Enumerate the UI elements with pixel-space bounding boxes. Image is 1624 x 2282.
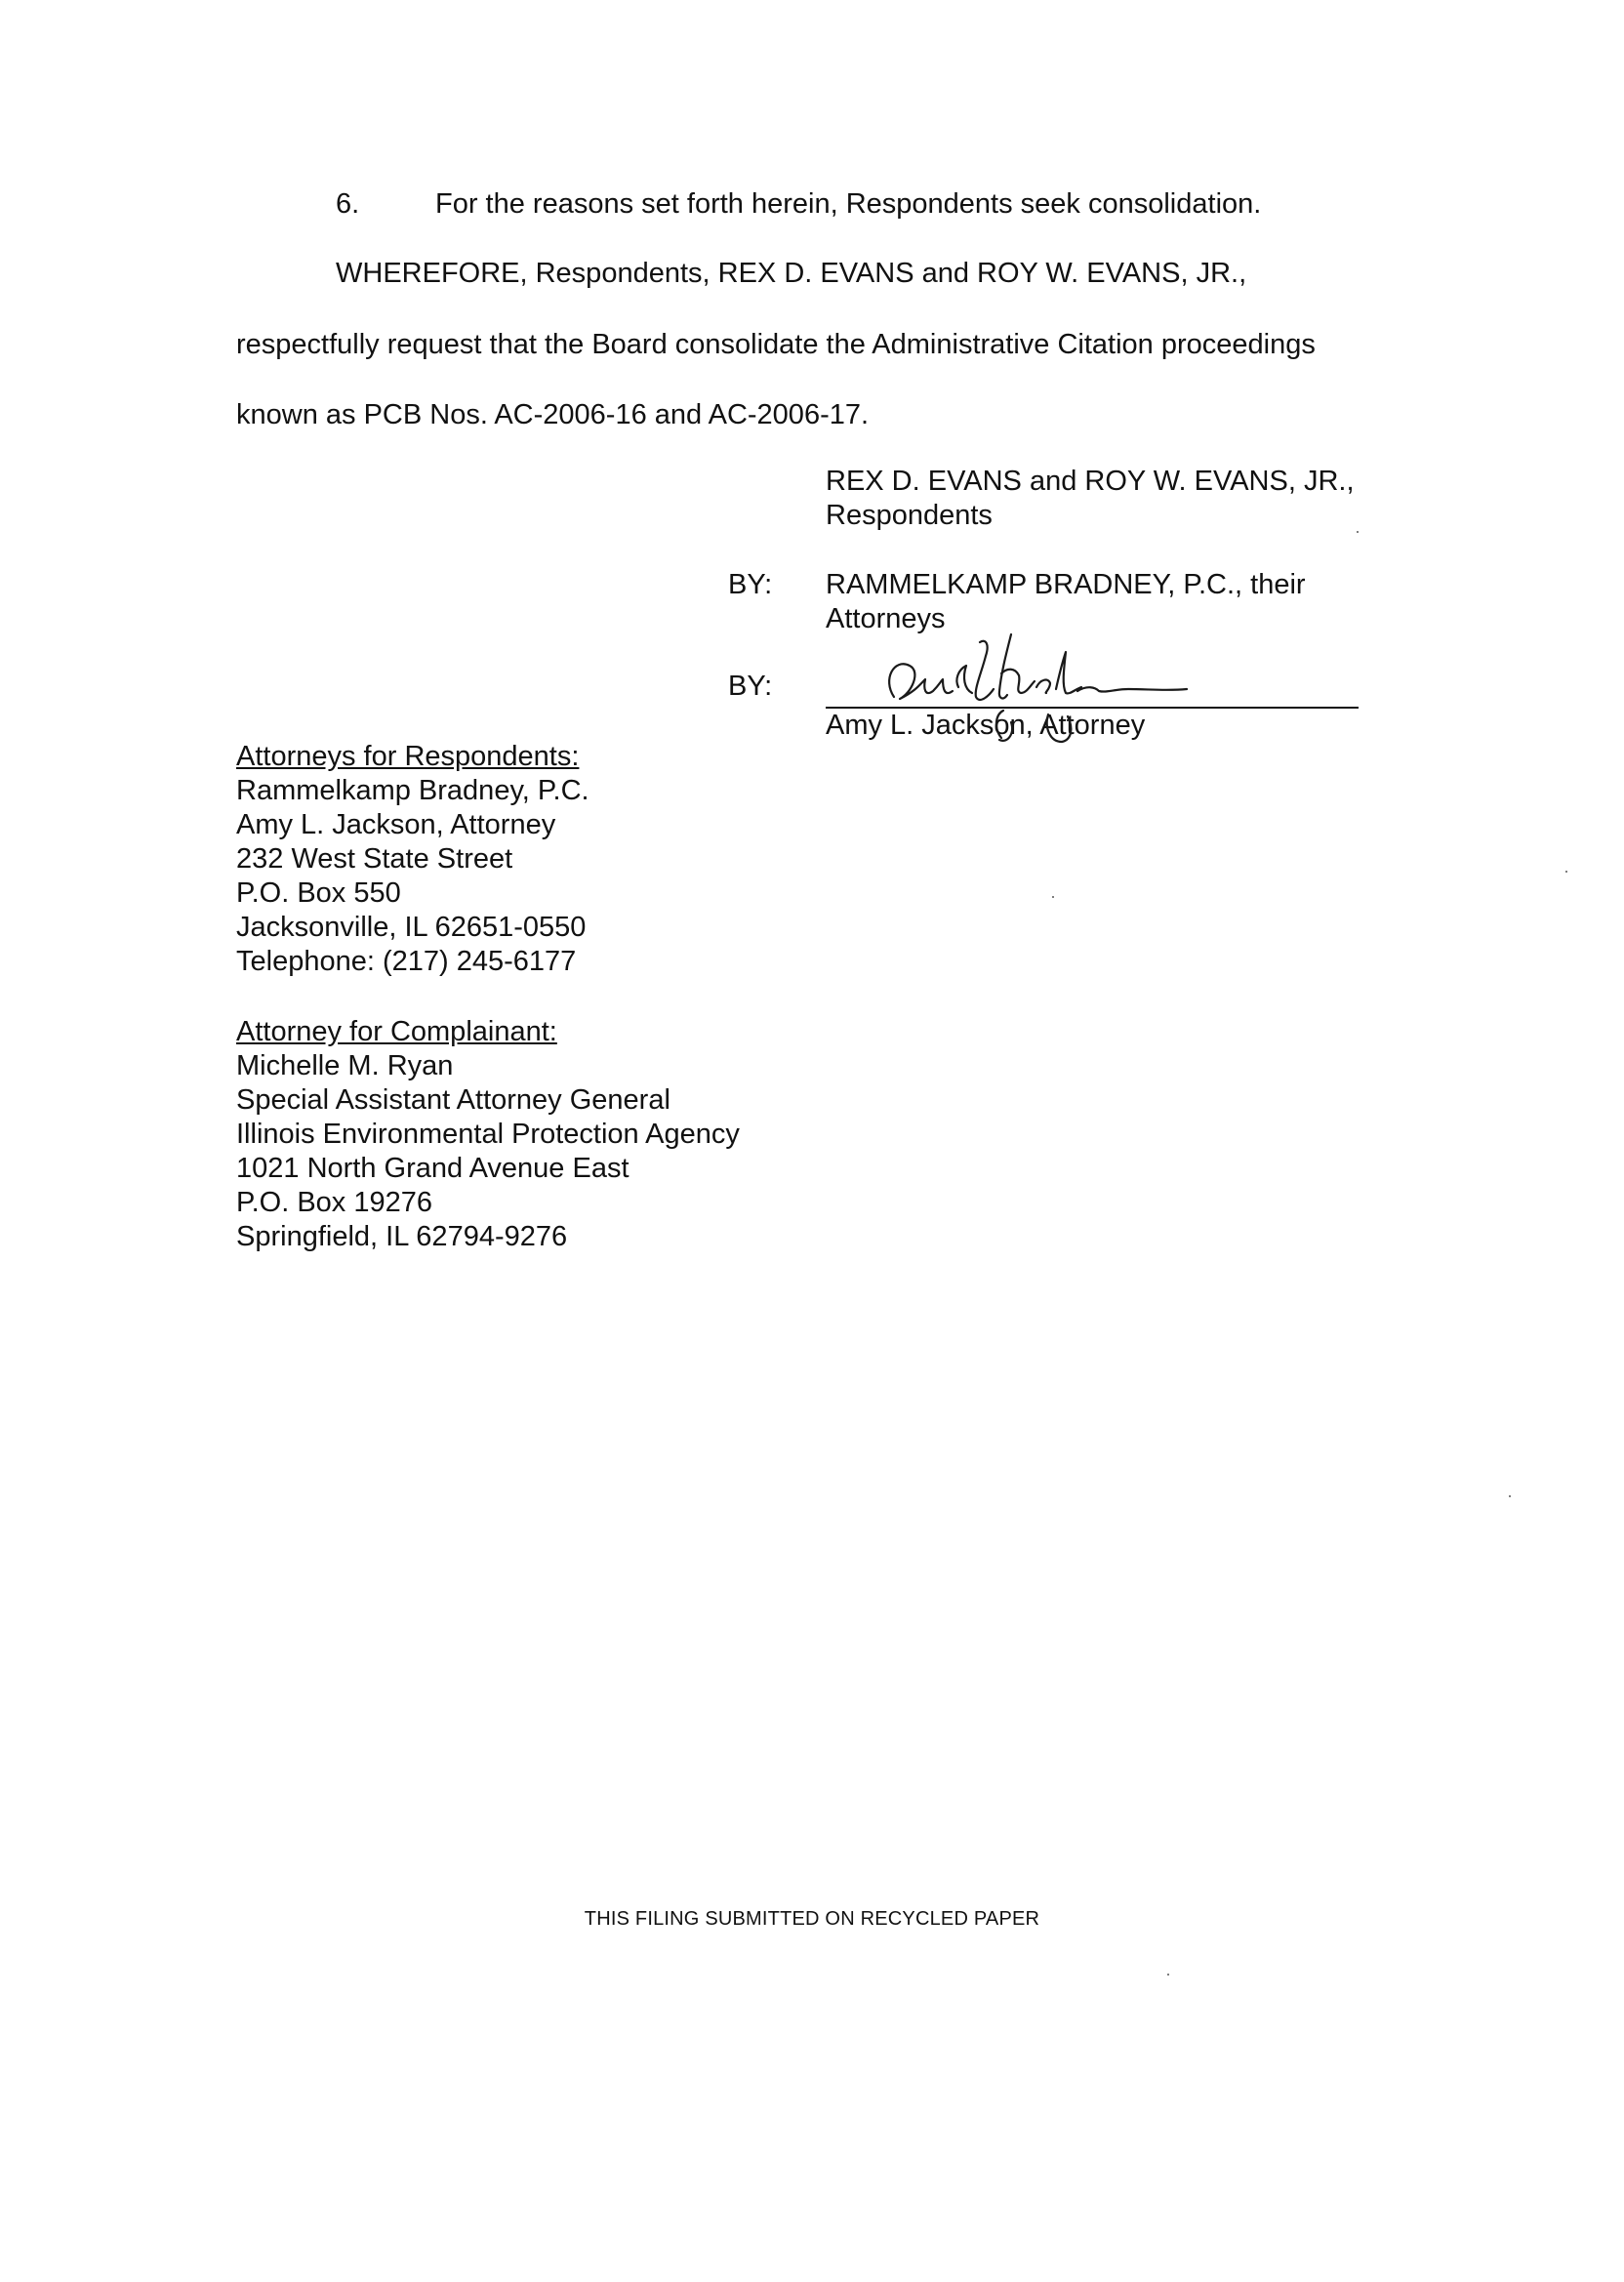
firm-name: RAMMELKAMP BRADNEY, P.C., their	[826, 569, 1306, 600]
party-block	[826, 465, 1355, 533]
complainant-attorney-line: Special Assistant Attorney General	[236, 1084, 670, 1116]
scan-speck	[1167, 1974, 1169, 1976]
respondents-attorney-line: Jacksonville, IL 62651-0550	[236, 912, 587, 943]
respondents-attorney-line: Telephone: (217) 245-6177	[236, 946, 577, 977]
scan-speck	[1052, 896, 1054, 898]
scan-speck	[1509, 1495, 1511, 1497]
attorney-for-complainant	[236, 1015, 740, 1254]
recycled-paper-footer: THIS FILING SUBMITTED ON RECYCLED PAPER	[584, 1908, 1040, 1930]
wherefore-line-3: known as PCB Nos. AC-2006-16 and AC-2006-17.	[236, 399, 870, 430]
party-names: REX D. EVANS and ROY W. EVANS, JR.,	[826, 466, 1355, 497]
complainant-attorney-heading: Attorney for Complainant:	[236, 1016, 557, 1047]
paragraph-number: 6.	[336, 188, 360, 220]
scan-speck	[1357, 531, 1359, 533]
respondents-attorney-line: P.O. Box 550	[236, 877, 401, 909]
firm-role: Attorneys	[826, 603, 946, 634]
attorneys-for-respondents	[236, 740, 589, 979]
respondents-attorney-line: Rammelkamp Bradney, P.C.	[236, 775, 589, 806]
complainant-attorney-line: 1021 North Grand Avenue East	[236, 1153, 629, 1184]
party-role: Respondents	[826, 500, 993, 531]
paragraph-6-text: For the reasons set forth herein, Respondents seek consolidation.	[435, 188, 1262, 220]
signature-area	[826, 631, 1360, 748]
respondents-attorneys-heading: Attorneys for Respondents:	[236, 741, 580, 772]
signer-name: Amy L. Jackson, Attorney	[826, 710, 1146, 741]
wherefore-line-2: respectfully request that the Board consolidate the Administrative Citation proceedings	[236, 329, 1316, 360]
complainant-attorney-line: Michelle M. Ryan	[236, 1050, 454, 1081]
scan-speck	[1565, 871, 1567, 873]
complainant-attorney-line: Springfield, IL 62794-9276	[236, 1221, 568, 1252]
complainant-attorney-line: P.O. Box 19276	[236, 1187, 433, 1218]
respondents-attorney-line: 232 West State Street	[236, 843, 513, 875]
handwritten-signature	[865, 621, 1294, 757]
respondents-attorney-line: Amy L. Jackson, Attorney	[236, 809, 556, 840]
by-label-firm: BY:	[728, 569, 773, 600]
by-label-signer: BY:	[728, 671, 773, 702]
wherefore-line-1: WHEREFORE, Respondents, REX D. EVANS and ROY W. EVANS, JR.,	[336, 258, 1247, 289]
complainant-attorney-line: Illinois Environmental Protection Agency	[236, 1119, 740, 1150]
